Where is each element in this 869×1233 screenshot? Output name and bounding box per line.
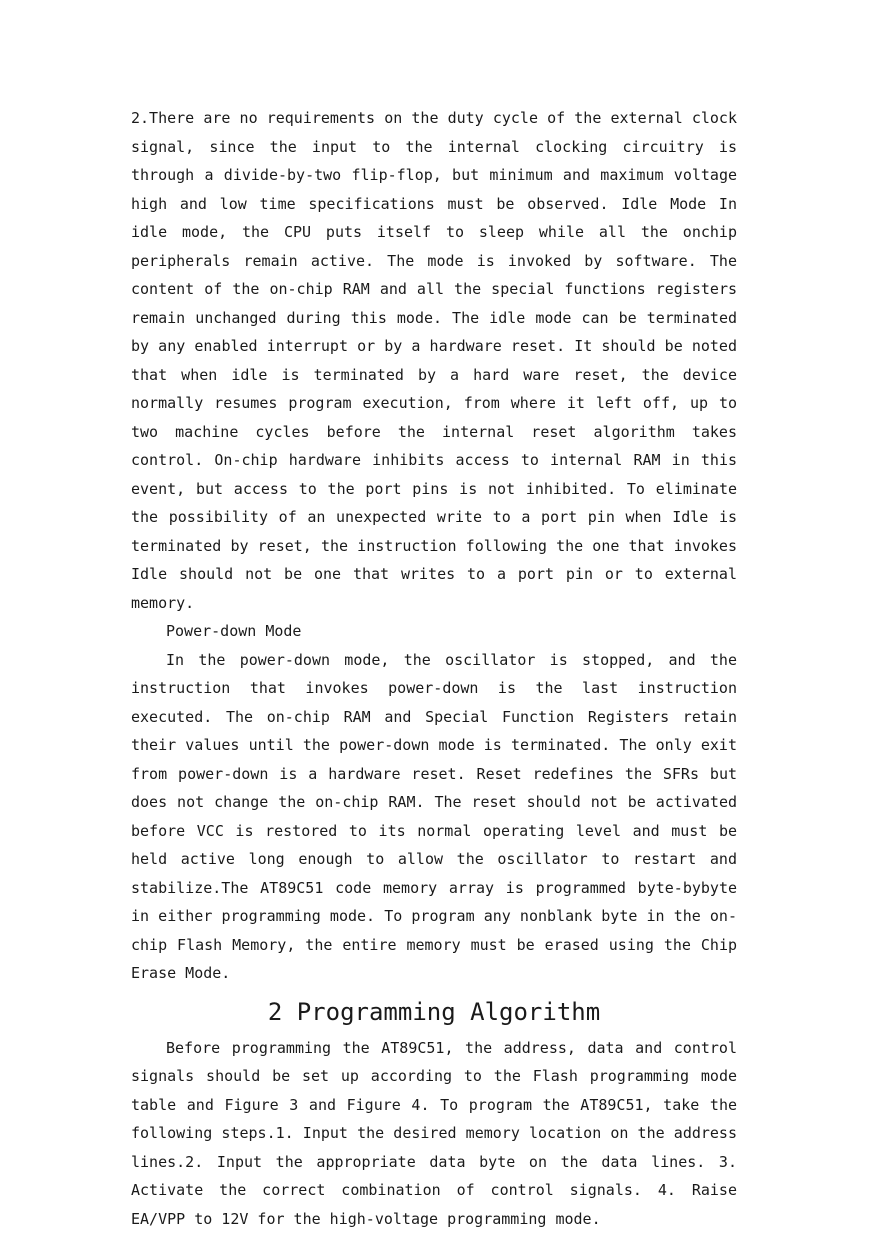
paragraph-power-down-mode: In the power-down mode, the oscillator is stopped, and the instruction that invokes power-down is the last instruction executed. The on-chip RAM and Special Function Registers retain their values until the power-down mode is terminated. The only exit from power-down is a hardware reset. Reset redefines the SFRs but does not change the on-chip RAM. The reset should not be activated before VCC is restored to its normal operating level and must be held active long enough to allow the oscillator to restart and stabilize.The AT89C51 code memory array is programmed byte-bybyte in either programming mode. To program any nonblank byte in the on-chip Flash Memory, the entire memory must be erased using the Chip Erase Mode. (131, 646, 737, 988)
subheading-power-down-mode: Power-down Mode (131, 617, 737, 646)
paragraph-clock-idle-mode: 2.There are no requirements on the duty cycle of the external clock signal, since the input to the internal clocking circuitry is through a divide-by-two flip-flop, but minimum and maximum voltage high and low time specifications must be observed. Idle Mode In idle mode, the CPU puts itself to sleep while all the onchip peripherals remain active. The mode is invoked by software. The content of the on-chip RAM and all the special functions registers remain unchanged during this mode. The idle mode can be terminated by any enabled interrupt or by a hardware reset. It should be noted that when idle is terminated by a hard ware reset, the device normally resumes program execution, from where it left off, up to two machine cycles before the internal reset algorithm takes control. On-chip hardware inhibits access to internal RAM in this event, but access to the port pins is not inhibited. To eliminate the possibility of an unexpected write to a port pin when Idle is terminated by reset, the instruction following the one that invokes Idle should not be one that writes to a port pin or to external memory. (131, 104, 737, 617)
document-page (131, 104, 737, 1233)
paragraph-programming-steps: Before programming the AT89C51, the address, data and control signals should be set up according to the Flash programming mode table and Figure 3 and Figure 4. To program the AT89C51, take the following steps.1. Input the desired memory location on the address lines.2. Input the appropriate data byte on the data lines. 3. Activate the correct combination of control signals. 4. Raise EA/VPP to 12V for the high-voltage programming mode. (131, 1034, 737, 1233)
section-heading-programming-algorithm: 2 Programming Algorithm (131, 994, 737, 1030)
